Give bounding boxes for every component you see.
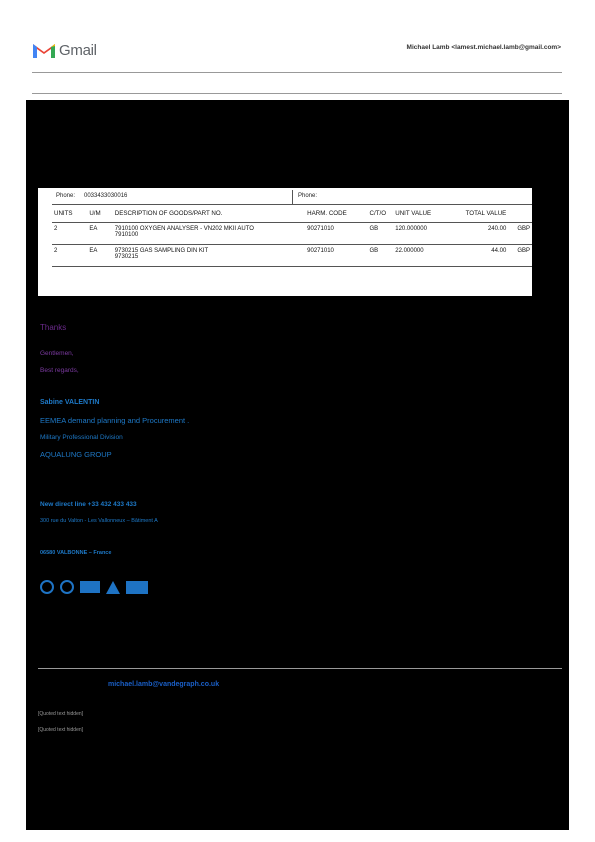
phone-row bbox=[52, 190, 532, 205]
quoted-text-toggle[interactable]: [Quoted text hidden] bbox=[38, 727, 84, 733]
cell-currency: GBP bbox=[517, 247, 530, 254]
cell-um: EA bbox=[89, 225, 98, 232]
col-um: U/M bbox=[89, 210, 101, 218]
phone-left-label: Phone: bbox=[56, 193, 76, 199]
gmail-logo bbox=[32, 40, 112, 60]
direct-line: New direct line +33 432 433 433 bbox=[40, 501, 137, 508]
cell-harm: 90271010 bbox=[307, 247, 334, 254]
col-cto: C/T/O bbox=[369, 210, 387, 218]
divider bbox=[32, 93, 562, 94]
account-label: Michael Lamb <lamest.michael.lamb@gmail.com> bbox=[406, 44, 561, 51]
col-description: DESCRIPTION OF GOODS/PART NO. bbox=[114, 210, 223, 218]
quoted-text-toggle[interactable]: [Quoted text hidden] bbox=[38, 711, 84, 717]
certification-badge-icon bbox=[126, 581, 148, 594]
signature-name: Sabine VALENTIN bbox=[40, 399, 100, 406]
table-row bbox=[52, 244, 532, 266]
col-harm-code: HARM. CODE bbox=[307, 210, 347, 218]
divider bbox=[38, 668, 562, 669]
thanks-text: Thanks bbox=[40, 323, 67, 332]
certification-seal-icon bbox=[40, 580, 54, 594]
phone-left-value: 0033433030016 bbox=[84, 193, 128, 199]
certification-logos bbox=[40, 580, 148, 594]
cell-total-value: 240.00 bbox=[487, 225, 507, 232]
cell-units: 2 bbox=[54, 225, 58, 232]
table-row bbox=[52, 222, 532, 244]
cell-um: EA bbox=[89, 247, 98, 254]
signature-company: AQUALUNG GROUP bbox=[40, 450, 112, 459]
certification-badge-icon bbox=[80, 581, 100, 593]
cell-currency: GBP bbox=[517, 225, 530, 232]
cell-cto: GB bbox=[369, 247, 379, 254]
cell-description bbox=[113, 222, 305, 244]
cell-harm: 90271010 bbox=[307, 225, 334, 232]
divider bbox=[32, 72, 562, 73]
sender-email-link[interactable]: michael.lamb@vandegraph.co.uk bbox=[108, 681, 220, 688]
cell-unit-value: 22.000000 bbox=[395, 247, 424, 254]
address-line-1: 300 rue du Valton - Les Vallonneux – Bâtiment A bbox=[40, 518, 158, 524]
certification-seal-icon bbox=[60, 580, 74, 594]
col-unit-value: UNIT VALUE bbox=[395, 210, 432, 218]
phone-right-label: Phone: bbox=[298, 193, 318, 199]
desc-line: 7910100 OXYGEN ANALYSER - VN202 MKII AUTO bbox=[114, 225, 254, 232]
signature-division: Military Professional Division bbox=[40, 434, 123, 441]
certification-triangle-icon bbox=[106, 581, 120, 594]
regards-text: Best regards, bbox=[40, 367, 79, 374]
gmail-wordmark: Gmail bbox=[59, 41, 97, 59]
gmail-m-icon bbox=[32, 41, 56, 59]
cell-divider bbox=[292, 190, 293, 204]
cell-total-value: 44.00 bbox=[491, 247, 507, 254]
goods-table bbox=[52, 206, 532, 267]
table-header-row bbox=[52, 206, 532, 222]
signature-role: EEMEA demand planning and Procurement . bbox=[40, 416, 190, 425]
desc-line: 9730215 GAS SAMPLING DIN KIT bbox=[114, 247, 209, 254]
address-line-2: 06580 VALBONNE – France bbox=[40, 550, 112, 556]
desc-part-no: 9730215 bbox=[114, 253, 139, 260]
cell-description bbox=[113, 244, 305, 266]
greeting-text: Gentlemen, bbox=[40, 350, 74, 357]
cell-cto: GB bbox=[369, 225, 379, 232]
col-currency bbox=[508, 206, 532, 222]
cell-unit-value: 120.000000 bbox=[395, 225, 427, 232]
cell-units: 2 bbox=[54, 247, 58, 254]
col-units: UNITS bbox=[54, 210, 73, 218]
col-total-value: TOTAL VALUE bbox=[465, 210, 507, 218]
desc-part-no: 7910100 bbox=[114, 231, 139, 238]
